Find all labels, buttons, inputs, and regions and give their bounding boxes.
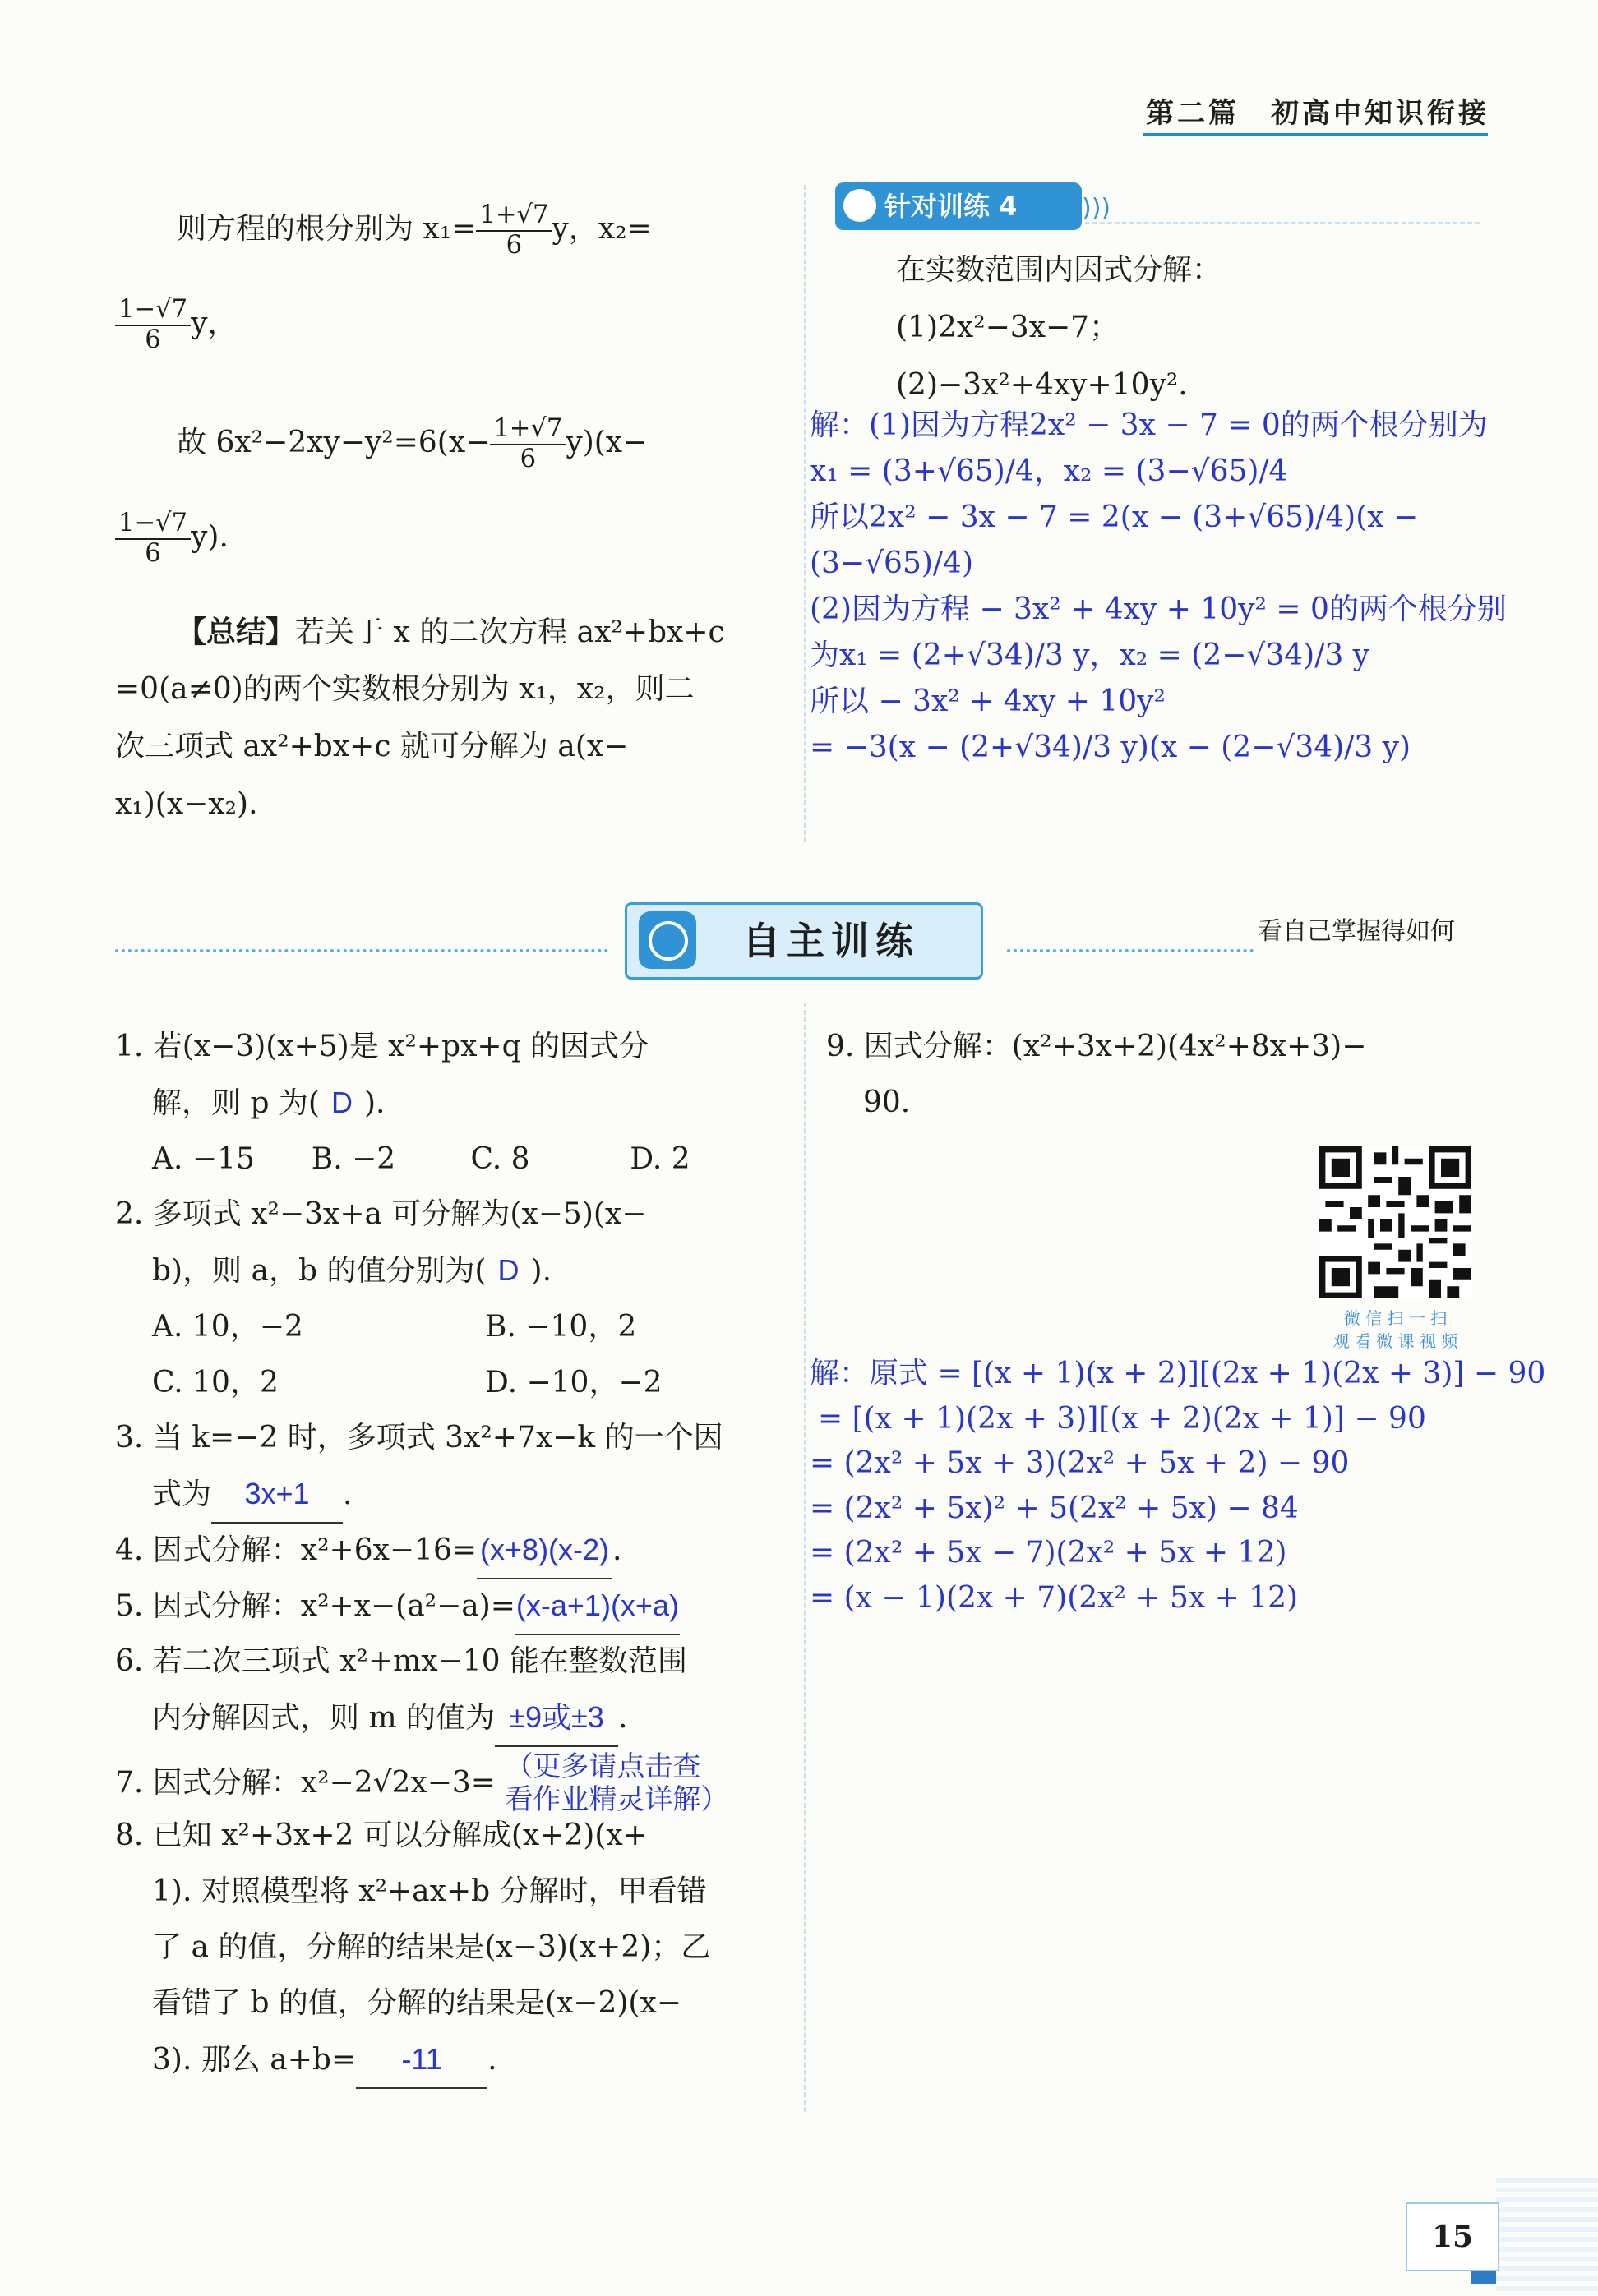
badge-rule	[1085, 222, 1480, 224]
solution-line: = (x − 1)(2x + 7)(2x² + 5x + 12)	[810, 1580, 1299, 1615]
question-6: 6. 若二次三项式 x²+mx−10 能在整数范围 内分解因式，则 m 的值为 ±9或±3 .	[115, 1634, 789, 1747]
question-2: 2. 多项式 x²−3x+a 可分解为(x−5)(x− b)，则 a，b 的值分别为( D ). A. 10，−2 B. −10，2 C. 10，2 D. −10，−2	[115, 1187, 789, 1411]
question-9: 9. 因式分解：(x²+3x+2)(4x²+8x+3)− 90.	[826, 1030, 1367, 1119]
solution-line: = (2x² + 5x)² + 5(2x² + 5x) − 84	[810, 1491, 1299, 1525]
solution-line: 所以2x² − 3x − 7 = 2(x − (3+√65)/4)(x − (3−√65)/4)	[810, 500, 1419, 580]
question-8: 8. 已知 x²+3x+2 可以分解成(x+2)(x+ 1). 对照模型将 x²+ax+b 分解时，甲看错 了 a 的值，分解的结果是(x−3)(x+2)；乙 看错了 b 的值，分解的结果是(x−2)(x− 3). 那么 a+b= -11 .	[115, 1808, 789, 2089]
option-a: A. −15	[152, 1142, 255, 1176]
question-5: 5. 因式分解：x²+x−(a²−a)=(x-a+1)(x+a)	[115, 1578, 797, 1635]
solution-line: 所以 − 3x² + 4xy + 10y²	[810, 685, 1166, 718]
alarm-clock-icon	[843, 189, 876, 222]
option-c: C. 10，2	[152, 1366, 279, 1399]
answer-q2: D	[497, 1253, 520, 1287]
answer-q8: -11	[356, 2031, 487, 2089]
answer-q3: 3x+1	[211, 1466, 343, 1524]
solution-line: = (2x² + 5x − 7)(2x² + 5x + 12)	[810, 1536, 1287, 1570]
answer-q6: ±9或±3	[495, 1690, 618, 1747]
banner-rule-right	[1007, 949, 1254, 952]
practice-q1: (1)2x²−3x−7；	[896, 311, 1120, 344]
column-divider-top	[804, 185, 806, 842]
answer-q4: (x+8)(x-2)	[477, 1522, 612, 1579]
solution-line: = −3(x − (2+√34)/3 y)(x − (2−√34)/3 y)	[810, 731, 1411, 764]
factor-line-1: 故 6x²−2xy−y²=6(x− $\frac{1+√7}{6}$ y)(x−	[177, 414, 648, 473]
summary-label: 【总结】	[177, 615, 296, 649]
practice-badge: 针对训练 4	[835, 182, 1082, 230]
answer-q5: (x-a+1)(x+a)	[515, 1578, 680, 1635]
practice-q2: (2)−3x²+4xy+10y².	[896, 368, 1188, 402]
summary-line-2: =0(a≠0)的两个实数根分别为 x₁，x₂，则二	[115, 672, 695, 706]
section-note: 看自己掌握得如何	[1258, 917, 1455, 946]
column-divider-bottom	[804, 1003, 806, 2112]
option-d: D. −10，−2	[485, 1366, 663, 1399]
summary-line-1: 【总结】若关于 x 的二次方程 ax²+bx+c	[177, 615, 725, 649]
qr-caption: 微 信 扫 一 扫 观 看 微 课 视 频	[1332, 1308, 1458, 1351]
header-rule	[1143, 133, 1488, 136]
section-banner	[625, 902, 983, 980]
summary-line-3: 次三项式 ax²+bx+c 就可分解为 a(x−	[115, 730, 629, 763]
question-7: 7. 因式分解：x²−2√2x−3= （更多请点击查 看作业精灵详解）	[115, 1750, 729, 1816]
answer-q1: D	[330, 1086, 353, 1119]
section-header-title: 第二篇 初高中知识衔接	[1146, 97, 1489, 130]
solution-line: 为x₁ = (2+√34)/3 y，x₂ = (2−√34)/3 y	[810, 639, 1370, 672]
solution-line: x₁ = (3+√65)/4，x₂ = (3−√65)/4	[810, 454, 1288, 488]
page-corner-decoration	[1496, 2178, 1598, 2296]
practice-solution	[810, 403, 1582, 771]
solution-line: (2)因为方程 − 3x² + 4xy + 10y² = 0的两个根分别	[810, 592, 1507, 626]
practice-intro: 在实数范围内因式分解：	[896, 253, 1222, 287]
solution-line: 解：(1)因为方程2x² − 3x − 7 = 0的两个根分别为	[810, 408, 1488, 442]
clock-icon	[639, 911, 696, 969]
factor-line-2: $\frac{1-√7}{6}$ y).	[115, 509, 229, 569]
section-title: 自主训练	[742, 919, 920, 963]
option-a: A. 10，−2	[152, 1310, 303, 1344]
option-b: B. −10，2	[485, 1310, 637, 1344]
solution-line: = [(x + 1)(2x + 3)][(x + 2)(2x + 1)] − 90	[818, 1401, 1426, 1436]
sound-waves-icon: )))	[1082, 194, 1111, 223]
qr-code[interactable]	[1319, 1146, 1471, 1298]
banner-rule-left	[115, 949, 608, 952]
question-3: 3. 当 k=−2 时，多项式 3x²+7x−k 的一个因 式为 3x+1 .	[115, 1410, 789, 1524]
question-4: 4. 因式分解：x²+6x−16= (x+8)(x-2) .	[115, 1522, 789, 1579]
summary-line-4: x₁)(x−x₂).	[115, 787, 258, 821]
answer-q7: （更多请点击查 看作业精灵详解）	[505, 1750, 729, 1816]
option-d: D. 2	[630, 1142, 690, 1176]
option-c: C. 8	[470, 1142, 530, 1176]
solution-line: 解：原式 = [(x + 1)(x + 2)][(2x + 1)(2x + 3)] − 90	[810, 1357, 1546, 1390]
solution-line: = (2x² + 5x + 3)(2x² + 5x + 2) − 90	[810, 1446, 1350, 1480]
option-b: B. −2	[311, 1142, 396, 1176]
page-number: 15	[1406, 2202, 1499, 2271]
roots-line-1: 则方程的根分别为 x₁= $\frac{1+√7}{6}$ y，x₂=	[177, 201, 652, 260]
question-9-solution	[810, 1352, 1582, 1621]
roots-line-2: $\frac{1-√7}{6}$ y，	[115, 296, 237, 355]
question-1: 1. 若(x−3)(x+5)是 x²+px+q 的因式分 解，则 p 为( D ). A. −15 B. −2 C. 8 D. 2	[115, 1019, 789, 1187]
